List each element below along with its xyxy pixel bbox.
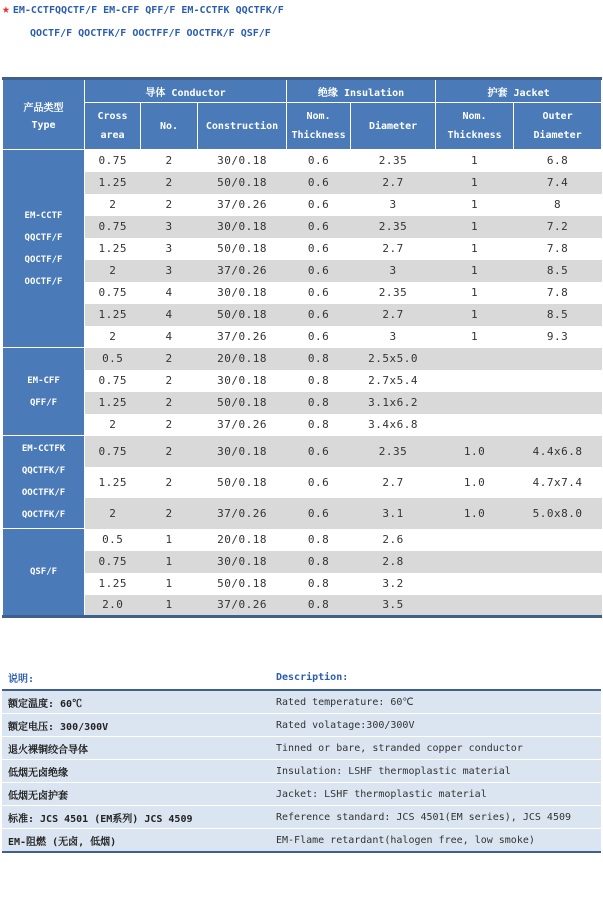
table-cell: 1 [436,282,514,304]
table-cell [514,414,602,436]
table-cell: 1 [436,216,514,238]
table-cell: 2.6 [351,529,436,551]
type-label: OOCTFK/F [21,488,66,498]
table-row [3,551,602,573]
table-cell: 0.6 [287,467,351,498]
table-cell: 6.8 [514,150,602,172]
table-cell: 0.5 [85,348,141,370]
table-cell: 2 [85,414,141,436]
table-row [3,529,602,551]
table-cell: 0.75 [85,370,141,392]
table-cell: 0.5 [85,529,141,551]
table-cell [436,414,514,436]
table-cell [514,595,602,617]
table-cell: 2 [141,370,198,392]
type-label: EM-CFF [27,375,60,386]
spec-body [3,150,602,617]
description-en: Insulation: LSHF thermoplastic material [270,760,601,783]
type-header-en: Type [31,119,56,131]
type-label: EM-CCTFK [21,444,66,454]
description-en: Rated temperature: 60℃ [270,690,601,714]
table-cell [436,573,514,595]
table-cell: 0.8 [287,551,351,573]
table-cell: 0.6 [287,436,351,467]
table-cell: 1 [436,326,514,348]
conductor-header: 导体 Conductor [85,79,287,103]
description-cn: 退火裸铜绞合导体 [2,737,270,760]
table-cell: 1.0 [436,467,514,498]
table-cell: 3.1x6.2 [351,392,436,414]
description-cn: 额定电压: 300/300V [2,714,270,737]
table-row [3,304,602,326]
type-header [3,79,85,150]
table-cell: 2.35 [351,282,436,304]
type-label: QOCTFK/F [21,510,66,520]
table-cell: 1 [141,595,198,617]
table-cell: 1 [436,304,514,326]
table-cell: 2 [141,498,198,529]
table-row [3,573,602,595]
table-cell: 3 [141,216,198,238]
table-cell: 1 [141,529,198,551]
spec-table [2,77,602,618]
table-row [3,238,602,260]
jacket-thickness-header: Nom. Thickness [436,103,514,150]
table-row [3,172,602,194]
table-cell: 1.25 [85,573,141,595]
table-cell: 8 [514,194,602,216]
table-cell: 30/0.18 [198,436,287,467]
table-row [3,370,602,392]
table-cell: 30/0.18 [198,282,287,304]
table-cell: 8.5 [514,260,602,282]
table-cell: 1.25 [85,238,141,260]
table-cell: 2.0 [85,595,141,617]
table-cell: 3.4x6.8 [351,414,436,436]
table-cell: 3 [141,260,198,282]
table-cell [436,370,514,392]
table-row [3,436,602,467]
table-cell: 4.7x7.4 [514,467,602,498]
type-label: QQCTF/F [24,232,63,243]
table-cell: 0.75 [85,551,141,573]
table-cell: 37/0.26 [198,194,287,216]
description-heading-cn: 说明: [8,673,35,685]
description-row [2,760,601,783]
type-label: QOCTF/F [24,254,63,265]
table-cell: 0.75 [85,150,141,172]
table-cell: 2 [141,392,198,414]
table-row [3,348,602,370]
table-cell: 2 [141,150,198,172]
jacket-header: 护套 Jacket [436,79,602,103]
table-cell: 50/0.18 [198,304,287,326]
table-cell: 1 [141,551,198,573]
table-cell: 3 [141,238,198,260]
table-cell [436,529,514,551]
description-en: Rated volatage:300/300V [270,714,601,737]
table-cell: 4 [141,326,198,348]
table-cell: 1.25 [85,304,141,326]
table-row [3,150,602,172]
table-cell: 2.7 [351,172,436,194]
table-cell: 0.6 [287,498,351,529]
description-row [2,783,601,806]
table-cell [514,348,602,370]
table-cell: 50/0.18 [198,573,287,595]
table-row [3,216,602,238]
table-cell: 37/0.26 [198,595,287,617]
description-en: Jacket: LSHF thermoplastic material [270,783,601,806]
table-cell: 0.75 [85,282,141,304]
table-cell: 1 [436,238,514,260]
description-heading-en: Description: [276,671,349,683]
table-cell: 1.0 [436,498,514,529]
table-cell: 0.8 [287,595,351,617]
type-cell [3,150,85,348]
table-cell [436,392,514,414]
ins-thickness-header: Nom. Thickness [287,103,351,150]
table-cell: 2.35 [351,216,436,238]
table-cell: 2.35 [351,150,436,172]
table-cell: 30/0.18 [198,370,287,392]
table-cell: 8.5 [514,304,602,326]
table-cell: 37/0.26 [198,326,287,348]
table-cell: 3.2 [351,573,436,595]
table-cell: 0.8 [287,529,351,551]
star-icon: ★ [2,2,10,17]
description-row [2,714,601,737]
table-cell [436,595,514,617]
table-cell [514,551,602,573]
description-row [2,737,601,760]
description-cn: 标准: JCS 4501 (EM系列) JCS 4509 [2,806,270,829]
table-cell: 2 [141,467,198,498]
table-row [3,467,602,498]
table-cell: 4 [141,282,198,304]
table-cell: 1 [141,573,198,595]
table-cell: 7.8 [514,282,602,304]
description-cn: 低烟无卤绝缘 [2,760,270,783]
description-row [2,829,601,853]
table-cell: 0.8 [287,392,351,414]
type-header-cn: 产品类型 [23,102,64,114]
table-cell: 4 [141,304,198,326]
title-line-2: QOCTF/F QOCTFK/F OOCTFF/F OOCTFK/F QSF/F [30,28,271,39]
table-cell [514,370,602,392]
table-cell: 4.4x6.8 [514,436,602,467]
table-cell: 3.1 [351,498,436,529]
table-cell: 1 [436,260,514,282]
table-cell: 50/0.18 [198,392,287,414]
table-cell: 2 [85,498,141,529]
title-line-1: EM-CCTFQQCTF/F EM-CFF QFF/F EM-CCTFK QQCTFK/F [12,5,284,16]
table-cell: 1 [436,172,514,194]
table-cell: 1.25 [85,172,141,194]
table-row [3,498,602,529]
table-cell: 2 [85,326,141,348]
table-cell: 2 [141,172,198,194]
table-cell: 1.25 [85,467,141,498]
description-table [2,665,601,853]
table-cell: 0.6 [287,282,351,304]
table-cell: 0.6 [287,150,351,172]
table-cell: 5.0x8.0 [514,498,602,529]
insulation-header: 绝缘 Insulation [287,79,436,103]
outer-diameter-header: Outer Diameter [514,103,602,150]
table-cell: 0.6 [287,260,351,282]
table-cell: 37/0.26 [198,414,287,436]
table-cell: 20/0.18 [198,529,287,551]
table-cell: 0.6 [287,194,351,216]
table-cell [514,392,602,414]
table-cell: 2 [141,436,198,467]
table-row [3,326,602,348]
table-cell: 0.6 [287,172,351,194]
description-row [2,806,601,829]
table-cell [514,529,602,551]
table-cell: 2.7 [351,238,436,260]
table-cell: 2.5x5.0 [351,348,436,370]
cross-area-header: Cross area [85,103,141,150]
table-cell: 0.6 [287,238,351,260]
table-cell: 2 [85,194,141,216]
table-cell: 30/0.18 [198,551,287,573]
table-row [3,595,602,617]
description-row [2,690,601,714]
table-cell: 37/0.26 [198,498,287,529]
table-cell: 7.8 [514,238,602,260]
description-en: Tinned or bare, stranded copper conductor [270,737,601,760]
table-cell: 30/0.18 [198,150,287,172]
type-label: QSF/F [29,567,58,577]
table-cell: 50/0.18 [198,467,287,498]
table-cell: 1.0 [436,436,514,467]
type-label: OOCTF/F [24,276,63,287]
table-cell: 0.6 [287,304,351,326]
table-cell: 3 [351,326,436,348]
table-cell: 2 [85,260,141,282]
table-cell: 2.7 [351,467,436,498]
table-cell: 2.8 [351,551,436,573]
type-cell [3,436,85,529]
table-cell: 0.8 [287,573,351,595]
table-cell: 0.75 [85,436,141,467]
description-en: Reference standard: JCS 4501(EM series), JCS 4509 [270,806,601,829]
table-cell: 3 [351,194,436,216]
table-cell: 1.25 [85,392,141,414]
no-header: No. [141,103,198,150]
table-cell: 2.35 [351,436,436,467]
diameter-header: Diameter [351,103,436,150]
table-cell: 1 [436,150,514,172]
table-cell: 0.75 [85,216,141,238]
table-cell: 0.6 [287,216,351,238]
table-row [3,194,602,216]
type-cell [3,348,85,436]
type-label: QQCTFK/F [21,466,66,476]
description-cn: 额定温度: 60℃ [2,690,270,714]
table-cell: 2 [141,348,198,370]
description-cn: EM-阻燃 (无卤, 低烟) [2,829,270,853]
table-cell: 1 [436,194,514,216]
table-row [3,392,602,414]
table-cell [514,573,602,595]
table-cell: 50/0.18 [198,172,287,194]
table-cell: 3 [351,260,436,282]
table-cell: 2 [141,194,198,216]
table-cell: 0.8 [287,370,351,392]
table-cell: 0.6 [287,326,351,348]
description-cn: 低烟无卤护套 [2,783,270,806]
table-cell: 7.2 [514,216,602,238]
table-cell: 7.4 [514,172,602,194]
type-label: EM-CCTF [24,210,63,221]
table-cell [436,348,514,370]
table-cell: 3.5 [351,595,436,617]
table-row [3,282,602,304]
construction-header: Construction [198,103,287,150]
table-row [3,260,602,282]
table-cell [436,551,514,573]
table-cell: 20/0.18 [198,348,287,370]
table-cell: 2 [141,414,198,436]
table-cell: 30/0.18 [198,216,287,238]
type-label: QFF/F [29,397,58,408]
table-cell: 0.8 [287,414,351,436]
table-cell: 9.3 [514,326,602,348]
table-cell: 50/0.18 [198,238,287,260]
table-cell: 2.7 [351,304,436,326]
type-cell [3,529,85,617]
table-row [3,414,602,436]
table-cell: 37/0.26 [198,260,287,282]
table-cell: 0.8 [287,348,351,370]
description-en: EM-Flame retardant(halogen free, low smoke) [270,829,601,853]
table-cell: 2.7x5.4 [351,370,436,392]
